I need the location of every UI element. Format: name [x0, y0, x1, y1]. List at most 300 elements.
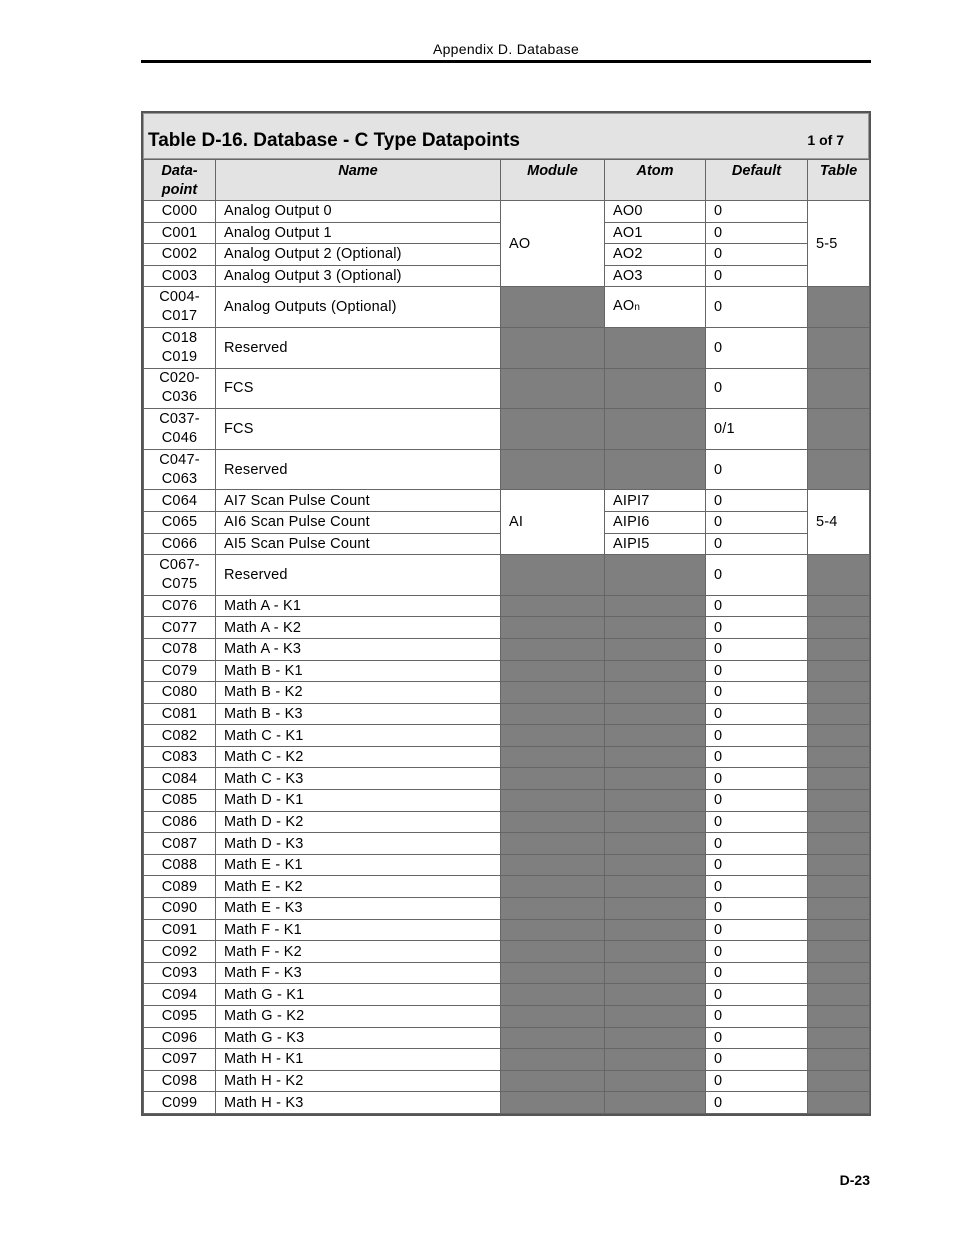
datapoint-cell: [144, 449, 216, 490]
atom-cell: [605, 811, 706, 833]
table-row: [144, 287, 870, 328]
atom-cell: [605, 449, 706, 490]
default-cell: 0: [706, 1006, 808, 1028]
atom-cell: [605, 222, 706, 244]
name-cell: Math E - K2: [216, 876, 501, 898]
name-cell: Math B - K1: [216, 660, 501, 682]
datapoint-cell: [144, 555, 216, 596]
default-cell: 0: [706, 222, 808, 244]
default-cell: 0: [706, 919, 808, 941]
cell-line: point: [161, 182, 198, 198]
atom-cell: [605, 746, 706, 768]
table-ref-cell: [808, 368, 870, 409]
table-row: [144, 617, 870, 639]
table-ref-cell: [808, 595, 870, 617]
atom-cell: [605, 768, 706, 790]
default-cell: 0: [706, 682, 808, 704]
module-cell: [501, 811, 605, 833]
module-cell: [501, 1070, 605, 1092]
atom-text: AIPI7: [613, 492, 650, 509]
module-cell: [501, 617, 605, 639]
cell-line: C020-: [159, 370, 200, 387]
atom-text: AIPI6: [613, 514, 650, 531]
module-cell: [501, 595, 605, 617]
header-row: [144, 160, 870, 201]
cell-line: Data-: [161, 163, 198, 179]
table-row: [144, 1092, 870, 1114]
module-cell: [501, 898, 605, 920]
page-number: D-23: [839, 1172, 870, 1188]
cell-line: Default: [731, 163, 782, 179]
atom-cell: [605, 533, 706, 555]
cell-line: C095: [161, 1008, 198, 1025]
module-cell: [501, 725, 605, 747]
default-cell: 0: [706, 201, 808, 223]
default-cell: 0: [706, 287, 808, 328]
table-row: [144, 1049, 870, 1071]
table-ref-cell: [808, 725, 870, 747]
cell-line: C018: [161, 329, 198, 346]
column-header: [808, 160, 870, 201]
atom-cell: [605, 703, 706, 725]
cell-line: C019: [161, 348, 198, 365]
header-rule: [141, 60, 871, 63]
name-cell: Math G - K2: [216, 1006, 501, 1028]
module-cell: [501, 790, 605, 812]
table-ref-cell: [808, 854, 870, 876]
default-cell: 0: [706, 833, 808, 855]
module-cell: [501, 876, 605, 898]
default-cell: 0: [706, 1092, 808, 1114]
name-cell: Math C - K1: [216, 725, 501, 747]
default-cell: 0: [706, 449, 808, 490]
cell-line: C083: [161, 749, 198, 766]
name-cell: Math H - K3: [216, 1092, 501, 1114]
default-cell: 0: [706, 811, 808, 833]
cell-line: C098: [161, 1073, 198, 1090]
cell-line: C078: [161, 641, 198, 658]
module-cell: [501, 660, 605, 682]
module-cell: [501, 1006, 605, 1028]
cell-line: C080: [161, 684, 198, 701]
default-cell: 0: [706, 962, 808, 984]
atom-cell: [605, 1027, 706, 1049]
cell-line: C067-: [159, 556, 200, 573]
datapoint-cell: [144, 725, 216, 747]
cell-line: C093: [161, 965, 198, 982]
cell-line: C002: [161, 246, 198, 263]
default-cell: 0: [706, 617, 808, 639]
atom-cell: [605, 854, 706, 876]
datapoint-cell: [144, 984, 216, 1006]
table-ref-cell: 5-5: [808, 201, 870, 287]
cell-line: C082: [161, 727, 198, 744]
atom-cell: [605, 1070, 706, 1092]
name-cell: FCS: [216, 368, 501, 409]
cell-line: C099: [161, 1094, 198, 1111]
datapoint-cell: [144, 533, 216, 555]
module-cell: [501, 327, 605, 368]
cell-line: C079: [161, 662, 198, 679]
running-head: Appendix D. Database: [432, 41, 580, 57]
cell-line: C003: [161, 268, 198, 285]
cell-line: C089: [161, 878, 198, 895]
atom-cell: [605, 919, 706, 941]
module-cell: [501, 919, 605, 941]
default-cell: 0: [706, 703, 808, 725]
cell-line: C075: [161, 575, 198, 592]
atom-text: AO0: [613, 203, 643, 220]
atom-cell: [605, 638, 706, 660]
atom-cell: [605, 327, 706, 368]
cell-line: C004-: [159, 289, 200, 306]
table-row: [144, 327, 870, 368]
table-row: [144, 768, 870, 790]
name-cell: AI6 Scan Pulse Count: [216, 511, 501, 533]
table-row: [144, 919, 870, 941]
datapoint-cell: [144, 682, 216, 704]
name-cell: Analog Output 3 (Optional): [216, 265, 501, 287]
module-cell: [501, 409, 605, 450]
name-cell: AI5 Scan Pulse Count: [216, 533, 501, 555]
default-cell: 0: [706, 941, 808, 963]
name-cell: Math C - K3: [216, 768, 501, 790]
datapoint-cell: [144, 703, 216, 725]
name-cell: Math A - K1: [216, 595, 501, 617]
datapoint-cell: [144, 768, 216, 790]
name-cell: Math G - K1: [216, 984, 501, 1006]
table-ref-cell: [808, 984, 870, 1006]
module-cell: [501, 854, 605, 876]
table-ref-cell: [808, 746, 870, 768]
atom-cell: [605, 1006, 706, 1028]
table-ref-cell: [808, 638, 870, 660]
name-cell: Math H - K2: [216, 1070, 501, 1092]
name-cell: Math F - K3: [216, 962, 501, 984]
cell-line: C001: [161, 224, 198, 241]
datapoint-cell: [144, 368, 216, 409]
datapoint-cell: [144, 919, 216, 941]
default-cell: 0: [706, 898, 808, 920]
table-row: [144, 409, 870, 450]
table-ref-cell: [808, 1006, 870, 1028]
name-cell: Analog Outputs (Optional): [216, 287, 501, 328]
default-cell: 0: [706, 265, 808, 287]
default-cell: 0: [706, 638, 808, 660]
name-cell: Reserved: [216, 449, 501, 490]
datapoint-cell: [144, 265, 216, 287]
name-cell: Math D - K2: [216, 811, 501, 833]
table-title-bar: [143, 113, 869, 159]
table-row: [144, 876, 870, 898]
datapoint-cell: [144, 1092, 216, 1114]
table-ref-cell: [808, 617, 870, 639]
default-cell: 0: [706, 876, 808, 898]
module-cell: [501, 1049, 605, 1071]
table-title: Table D-16. Database - C Type Datapoints: [148, 130, 520, 151]
datapoint-cell: [144, 898, 216, 920]
name-cell: Math C - K2: [216, 746, 501, 768]
atom-cell: [605, 790, 706, 812]
default-cell: 0: [706, 725, 808, 747]
name-cell: Math A - K3: [216, 638, 501, 660]
table-row: [144, 1027, 870, 1049]
cell-line: C076: [161, 598, 198, 615]
table-row: [144, 1070, 870, 1092]
table-ref-cell: [808, 790, 870, 812]
module-cell: [501, 941, 605, 963]
datapoint-cell: [144, 1027, 216, 1049]
table-row: [144, 490, 870, 512]
table-row: [144, 595, 870, 617]
column-header: [144, 160, 216, 201]
module-cell: [501, 1027, 605, 1049]
table-ref-cell: [808, 768, 870, 790]
table-row: [144, 555, 870, 596]
default-cell: 0: [706, 244, 808, 266]
atom-cell: [605, 511, 706, 533]
name-cell: Reserved: [216, 327, 501, 368]
datapoint-cell: [144, 660, 216, 682]
table-row: [144, 660, 870, 682]
cell-line: C000: [161, 203, 198, 220]
datapoint-cell: [144, 201, 216, 223]
table-row: [144, 368, 870, 409]
atom-subscript: n: [634, 302, 641, 314]
name-cell: AI7 Scan Pulse Count: [216, 490, 501, 512]
cell-line: C090: [161, 900, 198, 917]
cell-line: C036: [161, 389, 198, 406]
name-cell: Analog Output 2 (Optional): [216, 244, 501, 266]
atom-cell: [605, 898, 706, 920]
datapoint-cell: [144, 409, 216, 450]
default-cell: 0: [706, 555, 808, 596]
datapoint-cell: [144, 327, 216, 368]
table-ref-cell: [808, 941, 870, 963]
cell-line: C037-: [159, 410, 200, 427]
datapoint-cell: [144, 511, 216, 533]
cell-line: C066: [161, 535, 198, 552]
cell-line: Name: [338, 163, 378, 179]
default-cell: 0: [706, 533, 808, 555]
table-row: [144, 703, 870, 725]
name-cell: Analog Output 0: [216, 201, 501, 223]
atom-cell: [605, 201, 706, 223]
column-header: [501, 160, 605, 201]
table-ref-cell: [808, 898, 870, 920]
table-ref-cell: 5-4: [808, 490, 870, 555]
table-ref-cell: [808, 703, 870, 725]
atom-cell: [605, 682, 706, 704]
module-cell: [501, 287, 605, 328]
atom-cell: [605, 1092, 706, 1114]
table-body: [144, 201, 870, 1114]
datapoint-cell: [144, 833, 216, 855]
atom-cell: [605, 660, 706, 682]
atom-cell: [605, 595, 706, 617]
cell-line: C097: [161, 1051, 198, 1068]
name-cell: Math A - K2: [216, 617, 501, 639]
module-cell: [501, 768, 605, 790]
default-cell: 0: [706, 984, 808, 1006]
atom-cell: [605, 265, 706, 287]
atom-cell: [605, 984, 706, 1006]
cell-line: Table: [819, 163, 858, 179]
datapoint-cell: [144, 854, 216, 876]
atom-cell: [605, 962, 706, 984]
table-row: [144, 854, 870, 876]
default-cell: 0: [706, 768, 808, 790]
name-cell: Math E - K1: [216, 854, 501, 876]
table-header: [144, 160, 870, 201]
datapoint-cell: [144, 811, 216, 833]
default-cell: 0: [706, 511, 808, 533]
default-cell: 0: [706, 746, 808, 768]
datapoint-cell: [144, 638, 216, 660]
column-header: [216, 160, 501, 201]
cell-line: C064: [161, 492, 198, 509]
default-cell: 0: [706, 854, 808, 876]
cell-line: Module: [527, 163, 578, 179]
cell-line: C087: [161, 835, 198, 852]
name-cell: Math B - K2: [216, 682, 501, 704]
table-ref-cell: [808, 1027, 870, 1049]
table-frame: [141, 111, 871, 1116]
table-row: [144, 746, 870, 768]
cell-line: C088: [161, 857, 198, 874]
table-ref-cell: [808, 962, 870, 984]
module-cell: [501, 962, 605, 984]
datapoint-cell: [144, 222, 216, 244]
datapoint-cell: [144, 595, 216, 617]
table-row: [144, 833, 870, 855]
cell-line: C096: [161, 1029, 198, 1046]
module-cell: AO: [501, 201, 605, 287]
atom-cell: [605, 368, 706, 409]
datapoint-cell: [144, 790, 216, 812]
name-cell: Analog Output 1: [216, 222, 501, 244]
table-ref-cell: [808, 1070, 870, 1092]
module-cell: [501, 638, 605, 660]
column-header: [706, 160, 808, 201]
cell-line: C017: [161, 308, 198, 325]
atom-text: AO: [613, 298, 635, 315]
atom-cell: [605, 244, 706, 266]
default-cell: 0: [706, 490, 808, 512]
column-header: [605, 160, 706, 201]
name-cell: FCS: [216, 409, 501, 450]
table-ref-cell: [808, 409, 870, 450]
datapoint-cell: [144, 962, 216, 984]
atom-cell: [605, 725, 706, 747]
cell-line: C086: [161, 813, 198, 830]
table-ref-cell: [808, 1049, 870, 1071]
table-row: [144, 811, 870, 833]
datapoint-cell: [144, 1070, 216, 1092]
datapoint-cell: [144, 287, 216, 328]
table-row: [144, 962, 870, 984]
datapoint-cell: [144, 490, 216, 512]
name-cell: Reserved: [216, 555, 501, 596]
name-cell: Math G - K3: [216, 1027, 501, 1049]
atom-cell: [605, 1049, 706, 1071]
table-ref-cell: [808, 1092, 870, 1114]
module-cell: [501, 368, 605, 409]
atom-cell: [605, 287, 706, 328]
module-cell: [501, 682, 605, 704]
table-row: [144, 449, 870, 490]
name-cell: Math D - K3: [216, 833, 501, 855]
table-row: [144, 941, 870, 963]
name-cell: Math F - K1: [216, 919, 501, 941]
table-ref-cell: [808, 833, 870, 855]
datapoint-cell: [144, 1049, 216, 1071]
atom-cell: [605, 941, 706, 963]
table-row: [144, 682, 870, 704]
cell-line: C085: [161, 792, 198, 809]
name-cell: Math B - K3: [216, 703, 501, 725]
cell-line: C092: [161, 943, 198, 960]
default-cell: 0: [706, 790, 808, 812]
cell-line: C091: [161, 921, 198, 938]
name-cell: Math E - K3: [216, 898, 501, 920]
table-ref-cell: [808, 287, 870, 328]
datapoint-cell: [144, 746, 216, 768]
table-row: [144, 725, 870, 747]
module-cell: [501, 984, 605, 1006]
table-row: [144, 898, 870, 920]
datapoint-cell: [144, 244, 216, 266]
cell-line: C084: [161, 770, 198, 787]
name-cell: Math D - K1: [216, 790, 501, 812]
name-cell: Math H - K1: [216, 1049, 501, 1071]
atom-cell: [605, 555, 706, 596]
table-page-count: 1 of 7: [807, 132, 844, 148]
table-ref-cell: [808, 682, 870, 704]
atom-cell: [605, 409, 706, 450]
atom-cell: [605, 833, 706, 855]
default-cell: 0: [706, 595, 808, 617]
default-cell: 0/1: [706, 409, 808, 450]
default-cell: 0: [706, 1027, 808, 1049]
table-row: [144, 638, 870, 660]
default-cell: 0: [706, 660, 808, 682]
table-ref-cell: [808, 327, 870, 368]
cell-line: C046: [161, 429, 198, 446]
table-row: [144, 984, 870, 1006]
cell-line: Atom: [636, 163, 674, 179]
module-cell: [501, 833, 605, 855]
default-cell: 0: [706, 368, 808, 409]
table-ref-cell: [808, 555, 870, 596]
module-cell: [501, 555, 605, 596]
table-ref-cell: [808, 449, 870, 490]
cell-line: C077: [161, 619, 198, 636]
cell-line: C094: [161, 986, 198, 1003]
module-cell: AI: [501, 490, 605, 555]
datapoint-cell: [144, 876, 216, 898]
cell-line: C081: [161, 705, 198, 722]
datapoint-cell: [144, 617, 216, 639]
module-cell: [501, 703, 605, 725]
atom-cell: [605, 617, 706, 639]
table-ref-cell: [808, 876, 870, 898]
cell-line: C063: [161, 470, 198, 487]
name-cell: Math F - K2: [216, 941, 501, 963]
module-cell: [501, 449, 605, 490]
cell-line: C047-: [159, 451, 200, 468]
atom-text: AO1: [613, 224, 643, 241]
